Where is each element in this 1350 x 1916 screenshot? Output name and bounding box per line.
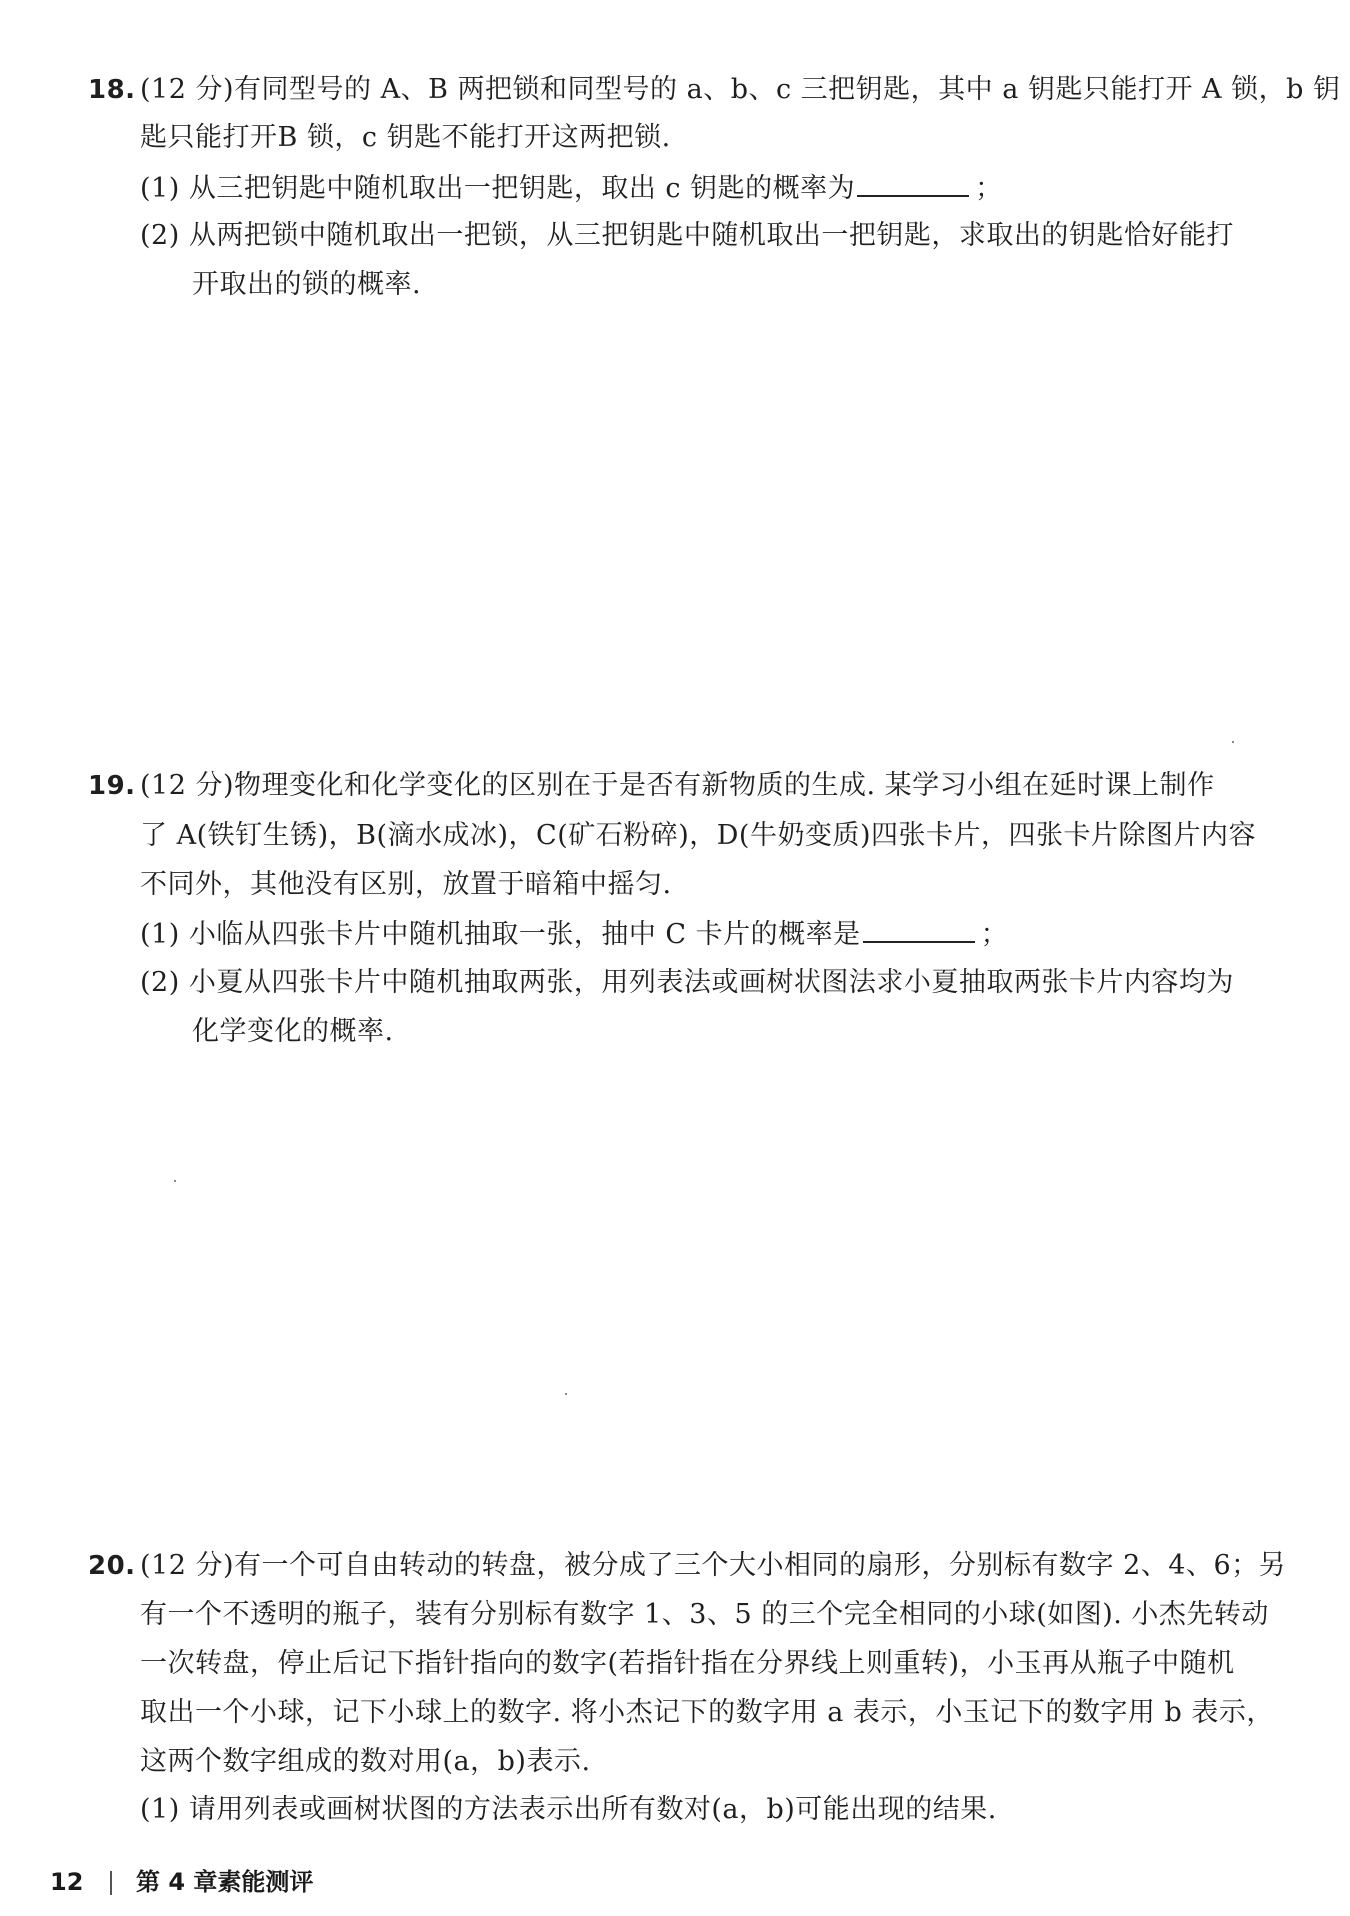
question-18-part-2-line-2: 开取出的锁的概率. xyxy=(192,269,422,300)
question-19-line-1: 19. (12 分)物理变化和化学变化的区别在于是否有新物质的生成. 某学习小组在延时课上制作 xyxy=(88,768,1215,804)
scan-speck xyxy=(565,1393,567,1395)
scan-speck xyxy=(174,1180,176,1182)
question-number: 19. xyxy=(88,771,136,801)
question-20-line-2: 有一个不透明的瓶子，装有分别标有数字 1、3、5 的三个完全相同的小球(如图). 小杰先转动 xyxy=(140,1599,1269,1630)
footer-divider xyxy=(110,1871,112,1895)
question-19-part-2-line-1: (2) 小夏从四张卡片中随机抽取两张，用列表法或画树状图法求小夏抽取两张卡片内容均为 xyxy=(140,967,1234,998)
question-20-line-1: 20. (12 分)有一个可自由转动的转盘，被分成了三个大小相同的扇形，分别标有数字 2、4、6；另 xyxy=(88,1548,1286,1584)
question-18-line-2: 匙只能打开B 锁，c 钥匙不能打开这两把锁. xyxy=(140,122,671,153)
question-20-line-5: 这两个数字组成的数对用(a，b)表示. xyxy=(140,1746,591,1777)
question-19-line-2: 了 A(铁钉生锈)，B(滴水成冰)，C(矿石粉碎)，D(牛奶变质)四张卡片，四张卡片除图片内容 xyxy=(140,820,1256,851)
question-20-line-3: 一次转盘，停止后记下指针指向的数字(若指针指在分界线上则重转)，小玉再从瓶子中随机 xyxy=(140,1648,1235,1679)
question-20-part-1: (1) 请用列表或画树状图的方法表示出所有数对(a，b)可能出现的结果. xyxy=(140,1794,997,1825)
question-number: 18. xyxy=(88,75,136,105)
answer-blank[interactable] xyxy=(863,915,975,943)
page-number: 12 xyxy=(50,1868,84,1896)
question-number: 20. xyxy=(88,1551,136,1581)
page-footer xyxy=(50,1862,313,1897)
chapter-title: 第 4 章素能测评 xyxy=(136,1868,314,1896)
question-19-part-2-line-2: 化学变化的概率. xyxy=(192,1016,394,1047)
question-19-line-3: 不同外，其他没有区别，放置于暗箱中摇匀. xyxy=(140,869,672,900)
question-18-part-2-line-1: (2) 从两把锁中随机取出一把锁，从三把钥匙中随机取出一把钥匙，求取出的钥匙恰好能打 xyxy=(140,220,1234,251)
question-19-part-1: (1) 小临从四张卡片中随机抽取一张，抽中 C 卡片的概率是 ； xyxy=(140,915,1008,953)
answer-blank[interactable] xyxy=(857,169,969,197)
question-18-line-1: 18. (12 分)有同型号的 A、B 两把锁和同型号的 a、b、c 三把钥匙，其中 a 钥匙只能打开 A 锁，b 钥 xyxy=(88,72,1340,108)
scan-speck xyxy=(1232,741,1234,743)
question-20-line-4: 取出一个小球，记下小球上的数字. 将小杰记下的数字用 a 表示，小玉记下的数字用 b 表示， xyxy=(140,1697,1274,1728)
question-18-part-1: (1) 从三把钥匙中随机取出一把钥匙，取出 c 钥匙的概率为 ； xyxy=(140,169,1003,207)
